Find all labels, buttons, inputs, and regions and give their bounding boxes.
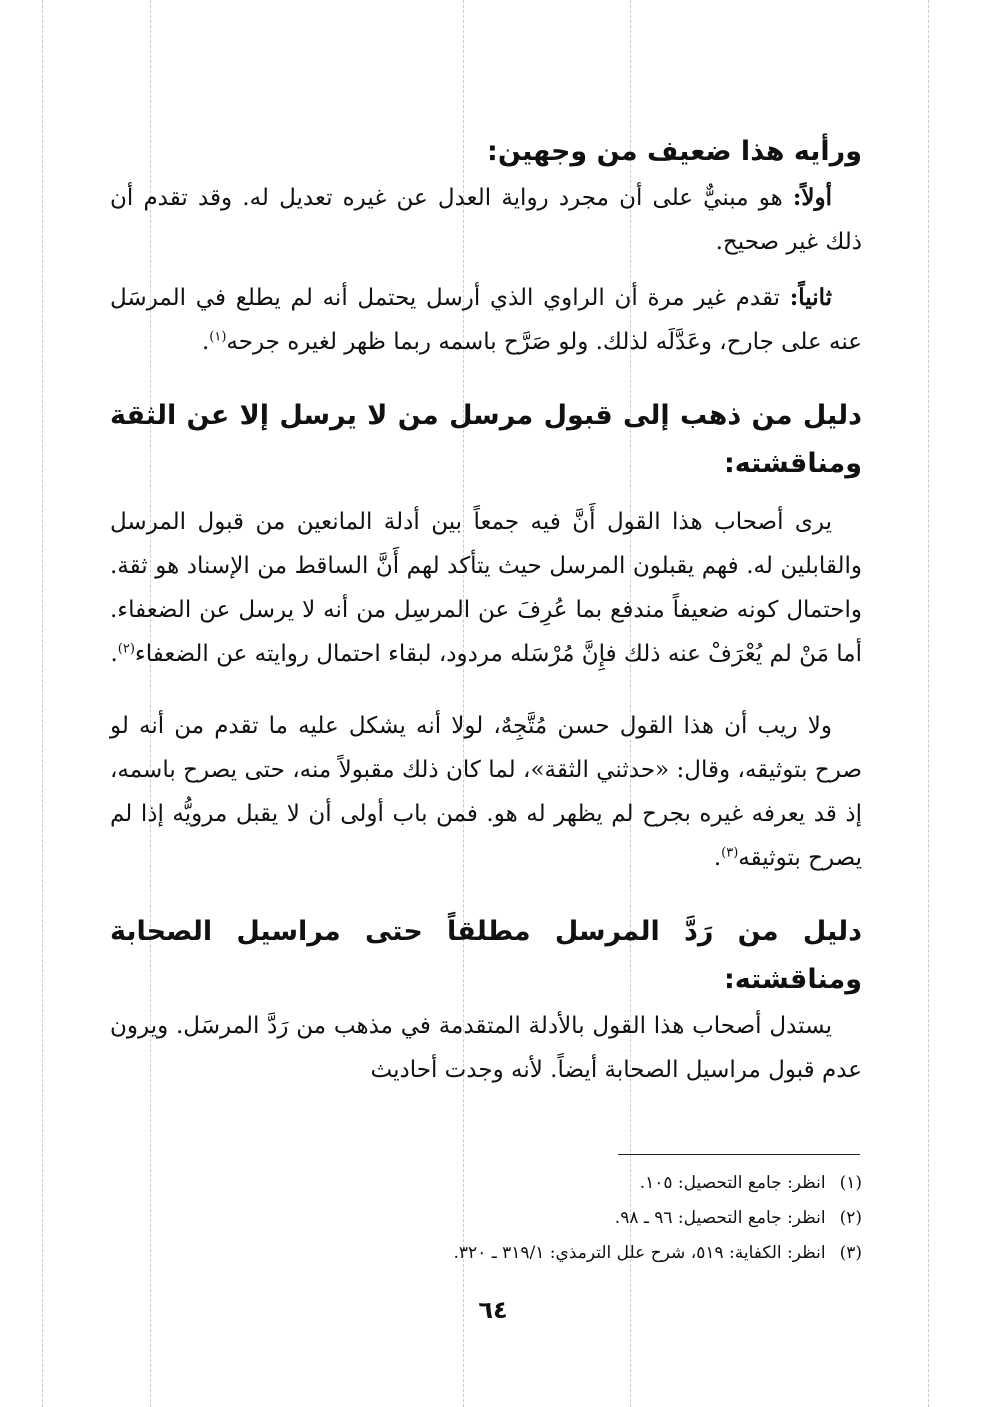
paragraph-end: . bbox=[110, 641, 118, 667]
footnote-number: (١) bbox=[839, 1173, 862, 1193]
paragraph-text: ولا ريب أن هذا القول حسن مُتَّجِهٌ، لولا أنه يشكل عليه ما تقدم من أنه لو صرح بتوثيقه، وقال: «حدثني الثقة»، لما كان ذلك مقبولاً منه، حتى يصرح باسمه، إذ قد يعرفه غيره بجرح لم يظهر له هو. فمن باب أولى أن لا يقبل مرويُّه إذا لم يصرح بتوثيقه bbox=[110, 713, 862, 871]
paragraph-end: . bbox=[201, 329, 210, 355]
paragraph-lead: ثانياً: bbox=[789, 284, 832, 311]
paragraph-end: . bbox=[713, 845, 722, 871]
paragraph-text: تقدم غير مرة أن الراوي الذي أرسل يحتمل أنه لم يطلع في المرسَل عنه على جارح، وعَدَّلَه لذلك. ولو صَرَّح باسمه ربما ظهر لغيره جرحه bbox=[110, 285, 862, 355]
paragraph-lead: أولاً: bbox=[792, 184, 832, 211]
scan-guide-line bbox=[42, 0, 43, 1407]
footnote-number: (٣) bbox=[839, 1243, 862, 1263]
section-heading: دليل من ذهب إلى قبول مرسل من لا يرسل إلا عن الثقة ومناقشته: bbox=[110, 400, 862, 479]
paragraph-text: يرى أصحاب هذا القول أَنَّ فيه جمعاً بين أدلة المانعين من قبول المرسل والقابلين له. فهم يقبلون المرسل حيث يتأكد لهم أَنَّ الساقط من الإسناد هو ثقة. واحتمال كونه ضعيفاً مندفع بما عُرِفَ عن المرسِل من أنه لا يرسل عن الضعفاء. أما مَنْ لم يُعْرَفْ عنه ذلك فإِنَّ مُرْسَله مردود، لبقاء احتمال روايته عن الضعفاء bbox=[110, 509, 862, 667]
page-number: ٦٤ bbox=[478, 1296, 508, 1324]
footnote-number: (٢) bbox=[839, 1208, 862, 1228]
paragraph bbox=[110, 500, 862, 676]
section-heading: دليل من رَدَّ المرسل مطلقاً حتى مراسيل الصحابة ومناقشته: bbox=[110, 916, 862, 995]
paragraph-text: هو مبنيٌّ على أن مجرد رواية العدل عن غيره تعديل له. وقد تقدم أن ذلك غير صحيح. bbox=[110, 185, 862, 255]
footnote-ref[interactable]: (١) bbox=[209, 329, 227, 345]
scan-guide-line bbox=[928, 0, 929, 1407]
footnote-separator bbox=[618, 1154, 860, 1155]
paragraph bbox=[110, 176, 862, 264]
section-heading: ورأيه هذا ضعيف من وجهين: bbox=[487, 136, 862, 167]
paragraph bbox=[110, 704, 862, 880]
footnote-text: انظر: الكفاية: ٥١٩، شرح علل الترمذي: ٣١٩/١ ـ ٣٢٠. bbox=[453, 1243, 826, 1263]
footnote bbox=[250, 1166, 862, 1201]
footnote bbox=[250, 1201, 862, 1236]
footnote-ref[interactable]: (٣) bbox=[721, 845, 739, 861]
footnotes bbox=[250, 1166, 862, 1271]
main-text bbox=[110, 128, 862, 1092]
footnote-text: انظر: جامع التحصيل: ١٠٥. bbox=[639, 1173, 826, 1193]
paragraph bbox=[110, 1004, 862, 1092]
paragraph bbox=[110, 276, 862, 364]
paragraph-text: يستدل أصحاب هذا القول بالأدلة المتقدمة في مذهب من رَدَّ المرسَل. ويرون عدم قبول مراسيل الصحابة أيضاً. لأنه وجدت أحاديث bbox=[110, 1013, 862, 1083]
footnote bbox=[250, 1236, 862, 1271]
footnote-ref[interactable]: (٢) bbox=[117, 641, 135, 657]
footnote-text: انظر: جامع التحصيل: ٩٦ ـ ٩٨. bbox=[614, 1208, 826, 1228]
